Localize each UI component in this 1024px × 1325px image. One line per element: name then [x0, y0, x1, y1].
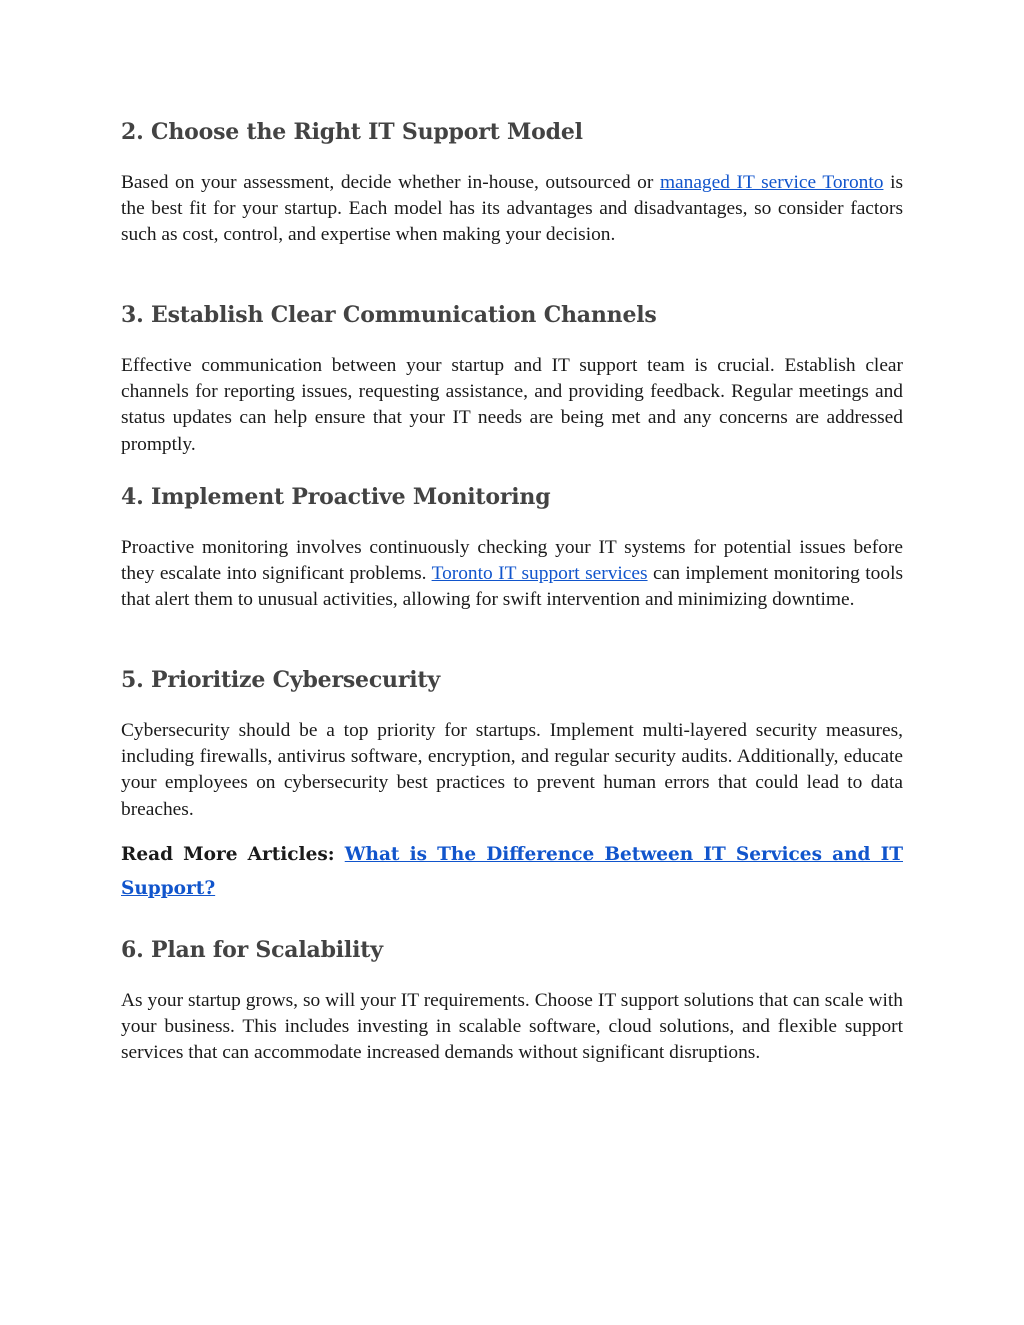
- section-paragraph: Cybersecurity should be a top priority for startups. Implement multi-layered security measures, including firewalls, antivirus software, encryption, and regular security audits. Additionally, educate your employees on cybersecurity best practices to prevent human errors that could lead to data breaches.: [121, 720, 903, 820]
- paragraph-text: Based on your assessment, decide whether in-house, outsourced or: [121, 172, 660, 193]
- section-heading: 5. Prioritize Cybersecurity: [121, 667, 440, 693]
- section-heading: 6. Plan for Scalability: [121, 937, 383, 963]
- section-paragraph: [121, 535, 903, 614]
- read-more-block: [121, 838, 903, 906]
- section-communication: [121, 302, 903, 458]
- managed-it-service-link[interactable]: managed IT service Toronto: [659, 172, 884, 193]
- section-heading: 2. Choose the Right IT Support Model: [121, 119, 583, 145]
- section-choose-model: [121, 119, 903, 249]
- read-more-line: [121, 838, 903, 906]
- read-more-article-link[interactable]: What is The Difference Between IT Services and IT Support?: [121, 844, 903, 899]
- section-scalability: [121, 937, 903, 1067]
- paragraph-text: is the best fit for your startup. Each model has its advantages and disadvantages, so consider factors such as cost, control, and expertise when making your decision.: [121, 172, 904, 246]
- section-heading: 4. Implement Proactive Monitoring: [121, 484, 551, 510]
- section-cybersecurity: [121, 667, 903, 823]
- section-heading: 3. Establish Clear Communication Channels: [121, 302, 657, 328]
- paragraph-text: can implement monitoring tools that alert them to unusual activities, allowing for swift intervention and minimizing downtime.: [121, 563, 904, 611]
- section-paragraph: Effective communication between your startup and IT support team is crucial. Establish clear channels for reporting issues, requesting assistance, and providing feedback. Regular meetings and status updates can help ensure that your IT needs are being met and any concerns are addressed promptly.: [121, 355, 903, 455]
- section-paragraph: [121, 170, 903, 249]
- section-paragraph: As your startup grows, so will your IT requirements. Choose IT support solutions that can scale with your business. This includes investing in scalable software, cloud solutions, and flexible support services that can accommodate increased demands without significant disruptions.: [121, 990, 903, 1064]
- paragraph-text: Proactive monitoring involves continuously checking your IT systems for potential issues before they escalate into significant problems.: [121, 537, 903, 585]
- read-more-label: Read More Articles:: [121, 844, 335, 865]
- section-monitoring: [121, 484, 903, 614]
- toronto-it-support-link[interactable]: Toronto IT support services: [431, 563, 648, 585]
